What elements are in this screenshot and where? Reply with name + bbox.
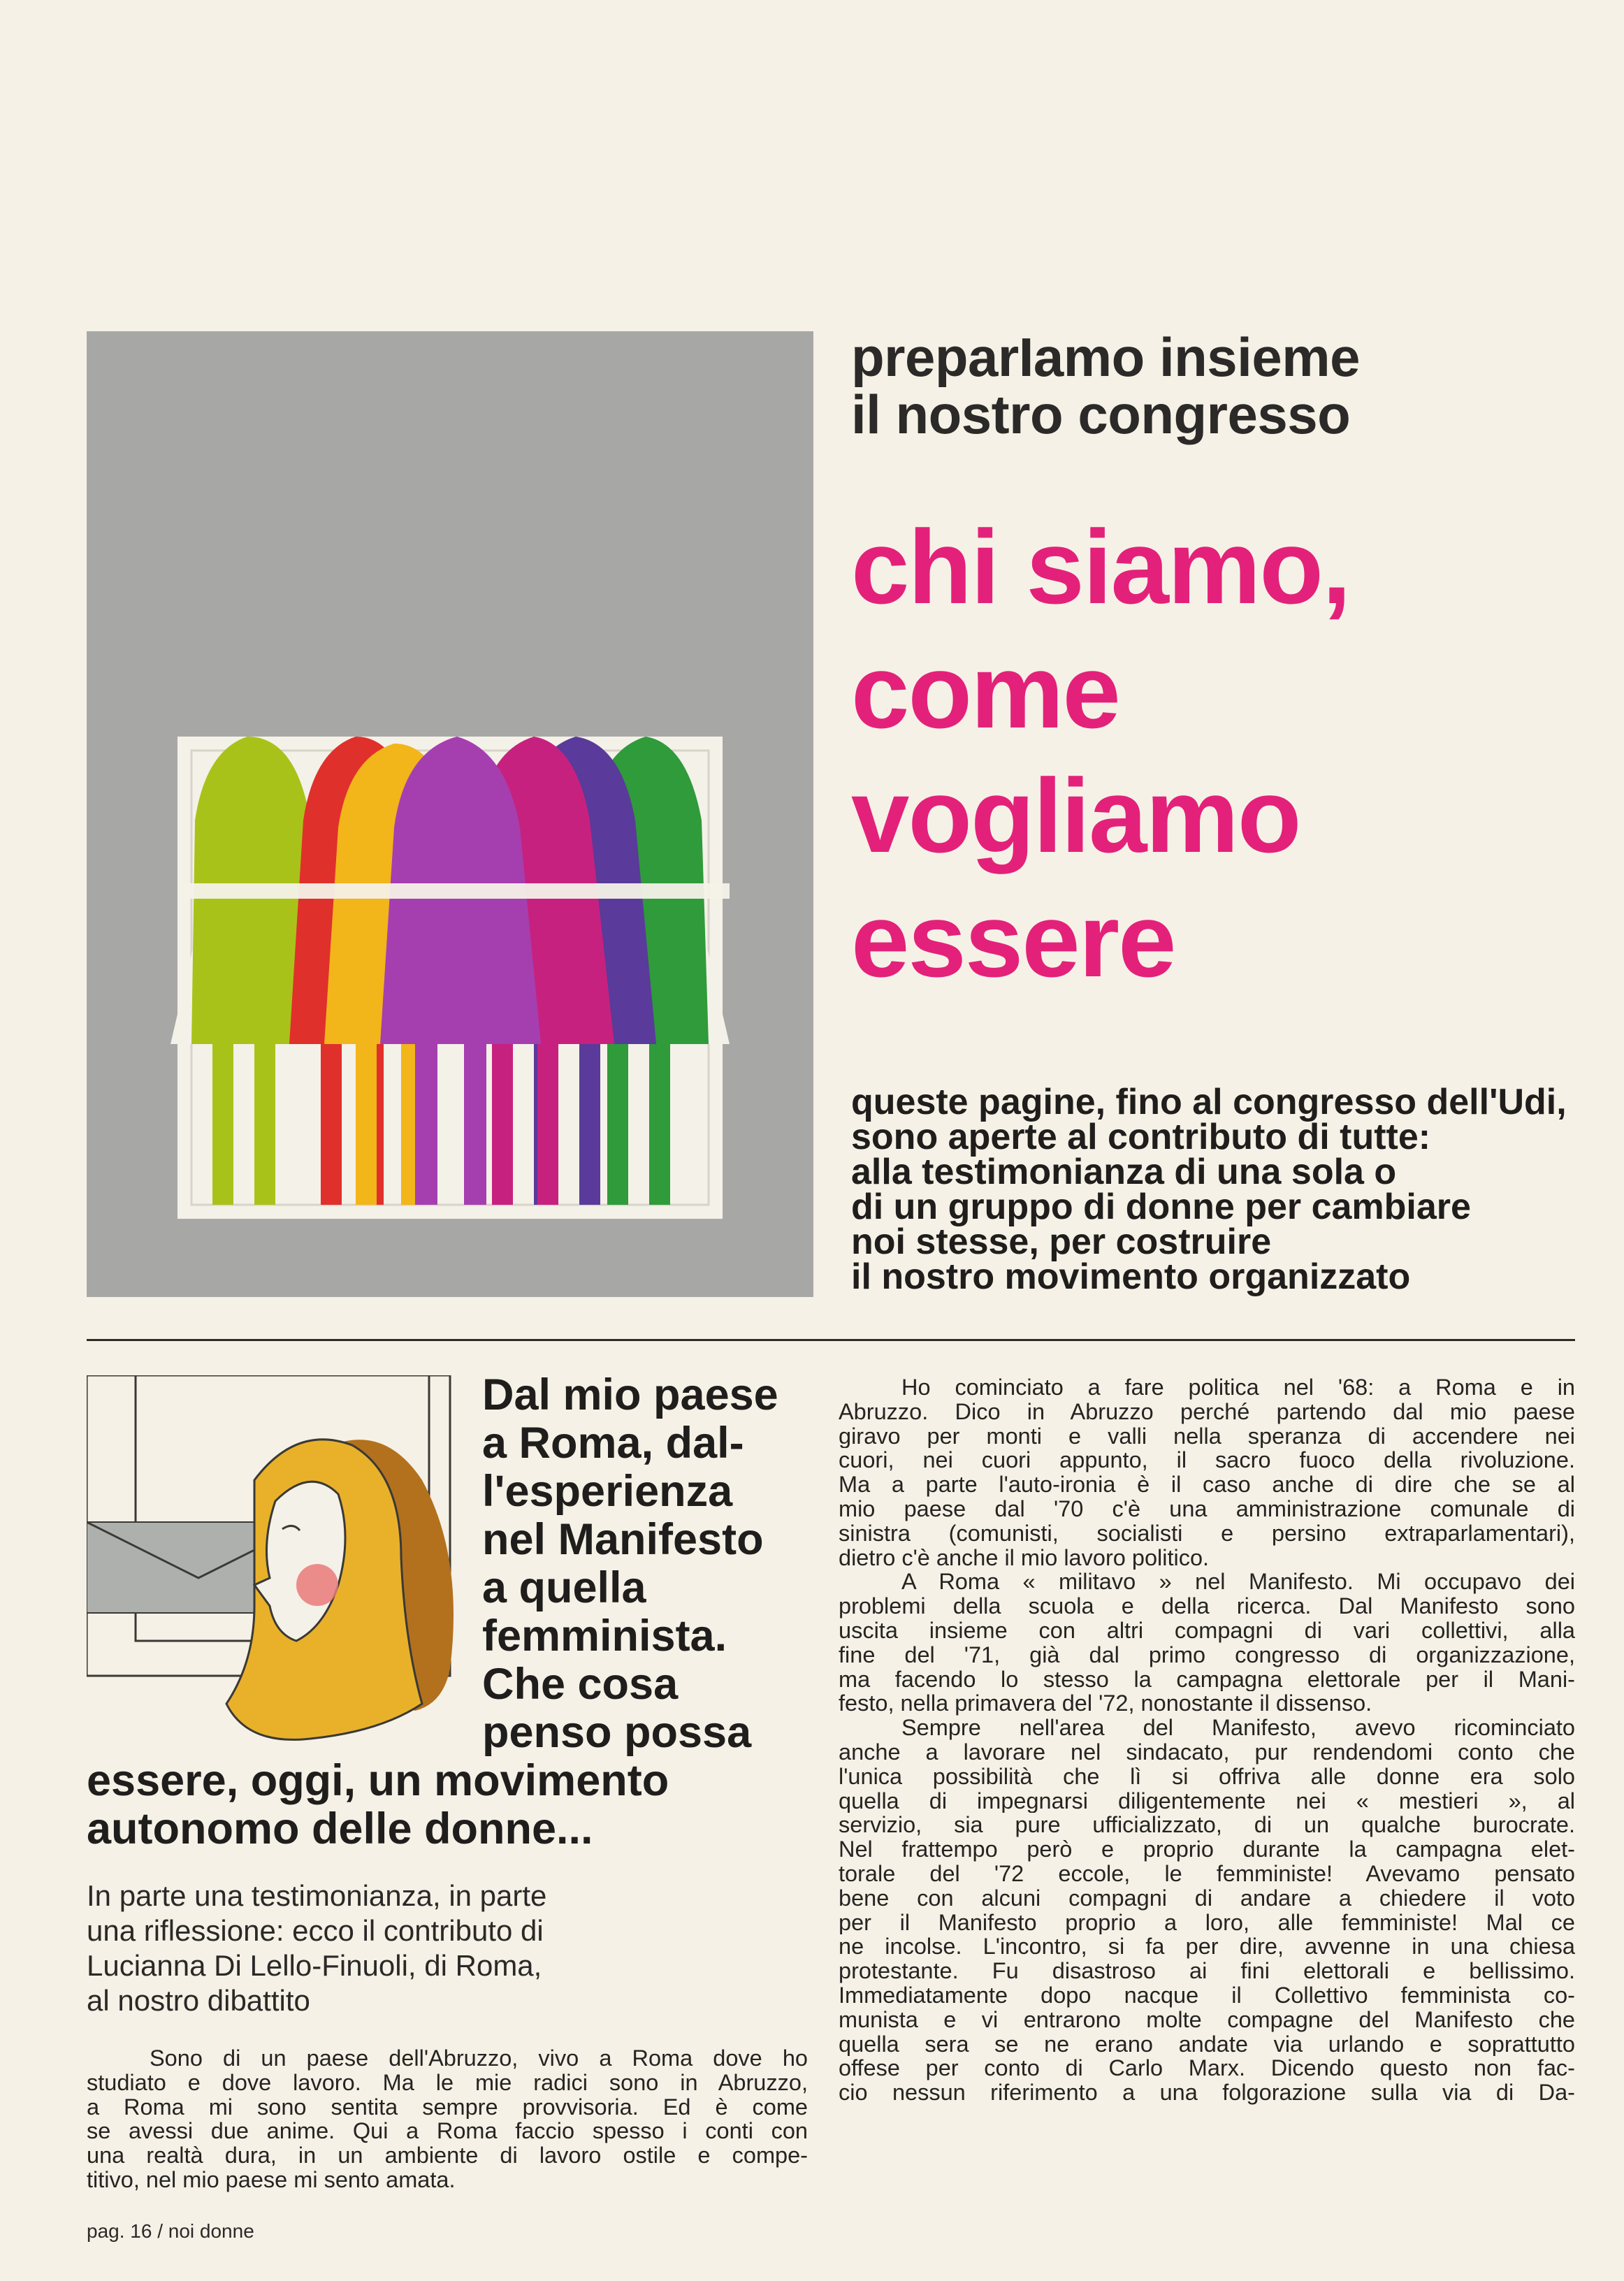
body-line: bene con alcuni compagni di andare a chiedere il voto bbox=[839, 1885, 1575, 1911]
body-line: studiato e dove lavoro. Ma le mie radici sono in Abruzzo, bbox=[87, 2070, 808, 2095]
women-silhouettes-illustration bbox=[87, 331, 813, 1297]
body-line: problemi della scuola e della ricerca. Dal Manifesto sono bbox=[839, 1594, 1575, 1619]
headline-line: essere bbox=[851, 881, 1175, 999]
standfirst-line: In parte una testimonianza, in parte bbox=[87, 1879, 547, 1912]
body-line: munista e vi entrarono molte compagne del Manifesto che bbox=[839, 2007, 1575, 2032]
subhead-line: essere, oggi, un movimento bbox=[87, 1756, 669, 1805]
kicker-line: il nostro congresso bbox=[851, 384, 1351, 445]
body-line: ne incolse. L'incontro, si fa per dire, avvenne in una chiesa bbox=[839, 1934, 1575, 1960]
body-line: mio paese dal '70 c'è una amministrazione comunale di bbox=[839, 1496, 1575, 1521]
body-line: ma facendo lo stesso la campagna elettorale per il Mani- bbox=[839, 1667, 1575, 1692]
article-illustration bbox=[87, 1375, 506, 1767]
body-line: Immediatamente dopo nacque il Collettivo femminista co- bbox=[839, 1983, 1575, 2008]
hero-illustration bbox=[87, 331, 813, 1297]
body-line: dietro c'è anche il mio lavoro politico. bbox=[839, 1545, 1210, 1570]
subhead-line: nel Manifesto bbox=[482, 1515, 764, 1564]
body-line: fine del '71, già dal primo congresso di organizzazione, bbox=[839, 1642, 1575, 1667]
subhead-line: autonomo delle donne... bbox=[87, 1804, 593, 1853]
body-line: cuori, nei cuori appunto, il sacro fuoco della rivoluzione. bbox=[839, 1448, 1575, 1473]
headline-line: vogliamo bbox=[851, 757, 1300, 874]
article-standfirst bbox=[87, 1878, 716, 2018]
subhead-line: a Roma, dal- bbox=[482, 1419, 744, 1468]
body-line: A Roma « militavo » nel Manifesto. Mi occupavo dei bbox=[901, 1570, 1575, 1595]
lede-line: alla testimonianza di una sola o bbox=[851, 1152, 1397, 1192]
subhead-line: femminista. bbox=[482, 1612, 727, 1660]
headline-lede bbox=[851, 1082, 1620, 1297]
kicker-line: preparIamo insieme bbox=[851, 326, 1360, 388]
body-line: Ho cominciato a fare politica nel '68: a Roma e in bbox=[901, 1375, 1575, 1400]
lede-line: noi stesse, per costruire bbox=[851, 1222, 1272, 1262]
body-line: anche a lavorare nel sindacato, pur rendendomi conto che bbox=[839, 1739, 1575, 1765]
standfirst-line: al nostro dibattito bbox=[87, 1984, 310, 2017]
section-divider bbox=[87, 1339, 1575, 1341]
body-line: sinistra (comunisti, socialisti e persino extraparlamentari), bbox=[839, 1521, 1575, 1546]
lede-line: queste pagine, fino al congresso dell'Udi, bbox=[851, 1082, 1567, 1122]
headline-line: come bbox=[851, 632, 1119, 750]
page-footer: pag. 16 / noi donne bbox=[87, 2220, 254, 2242]
body-line: quella di impegnarsi diligentemente nei « mestieri », al bbox=[839, 1788, 1575, 1813]
subhead-line: l'esperienza bbox=[482, 1467, 733, 1516]
body-line: Sempre nell'area del Manifesto, avevo ricominciato bbox=[901, 1716, 1575, 1740]
body-line: giravo per monti e valli nella speranza di accendere nei bbox=[839, 1424, 1575, 1449]
page-headline bbox=[851, 505, 1606, 1002]
lede-line: sono aperte al contributo di tutte: bbox=[851, 1117, 1431, 1157]
body-line: protestante. Fu disastroso ai fini elettorali e bellissimo. bbox=[839, 1959, 1575, 1983]
body-line: l'unica possibilità che lì si offriva alle donne era solo bbox=[839, 1764, 1575, 1789]
woman-envelope-illustration bbox=[87, 1375, 506, 1767]
body-line: Sono di un paese dell'Abruzzo, vivo a Roma dove ho bbox=[150, 2046, 808, 2071]
body-column-right bbox=[839, 1375, 1575, 2105]
standfirst-line: Lucianna Di Lello-Finuoli, di Roma, bbox=[87, 1949, 542, 1982]
body-line: Abruzzo. Dico in Abruzzo perché partendo dal mio paese bbox=[839, 1399, 1575, 1424]
body-line: Ma a parte l'auto-ironia è il caso anche di dire che se al bbox=[839, 1472, 1575, 1497]
body-line: torale del '72 eccole, le femministe! Avevamo pensato bbox=[839, 1861, 1575, 1886]
subhead-line: Dal mio paese bbox=[482, 1370, 778, 1419]
body-line: festo, nella primavera del '72, nonostante il dissenso. bbox=[839, 1691, 1372, 1716]
body-line: una realtà dura, in un ambiente di lavoro ostile e compe- bbox=[87, 2143, 808, 2168]
headline-line: chi siamo, bbox=[851, 508, 1350, 625]
subhead-line: penso possa bbox=[482, 1708, 752, 1757]
section-kicker bbox=[851, 328, 1592, 443]
body-column-left bbox=[87, 2046, 808, 2192]
body-line: titivo, nel mio paese mi sento amata. bbox=[87, 2167, 456, 2192]
body-line: Nel frattempo però e proprio durante la campagna elet- bbox=[839, 1837, 1575, 1862]
subhead-line: Che cosa bbox=[482, 1660, 679, 1709]
body-line: uscita insieme con altri compagni di vari collettivi, alla bbox=[839, 1618, 1575, 1643]
body-line: servizio, sia pure ufficializzato, di un qualche burocrate. bbox=[839, 1813, 1575, 1838]
standfirst-line: una riflessione: ecco il contributo di bbox=[87, 1914, 544, 1947]
body-line: offese per conto di Carlo Marx. Dicendo questo non fac- bbox=[839, 2056, 1575, 2081]
body-line: se avessi due anime. Qui a Roma faccio spesso i conti con bbox=[87, 2119, 808, 2144]
body-line: cio nessun riferimento a una folgorazione sulla via di Da- bbox=[839, 2080, 1575, 2105]
lede-line: di un gruppo di donne per cambiare bbox=[851, 1187, 1471, 1227]
body-line: per il Manifesto proprio a loro, alle femministe! Mal ce bbox=[839, 1910, 1575, 1935]
subhead-line: a quella bbox=[482, 1563, 646, 1612]
lede-line: il nostro movimento organizzato bbox=[851, 1257, 1411, 1297]
body-line: quella sera se ne erano andate via urlando e soprattutto bbox=[839, 2032, 1575, 2057]
body-line: a Roma mi sono sentita sempre provvisoria. Ed è come bbox=[87, 2094, 808, 2120]
